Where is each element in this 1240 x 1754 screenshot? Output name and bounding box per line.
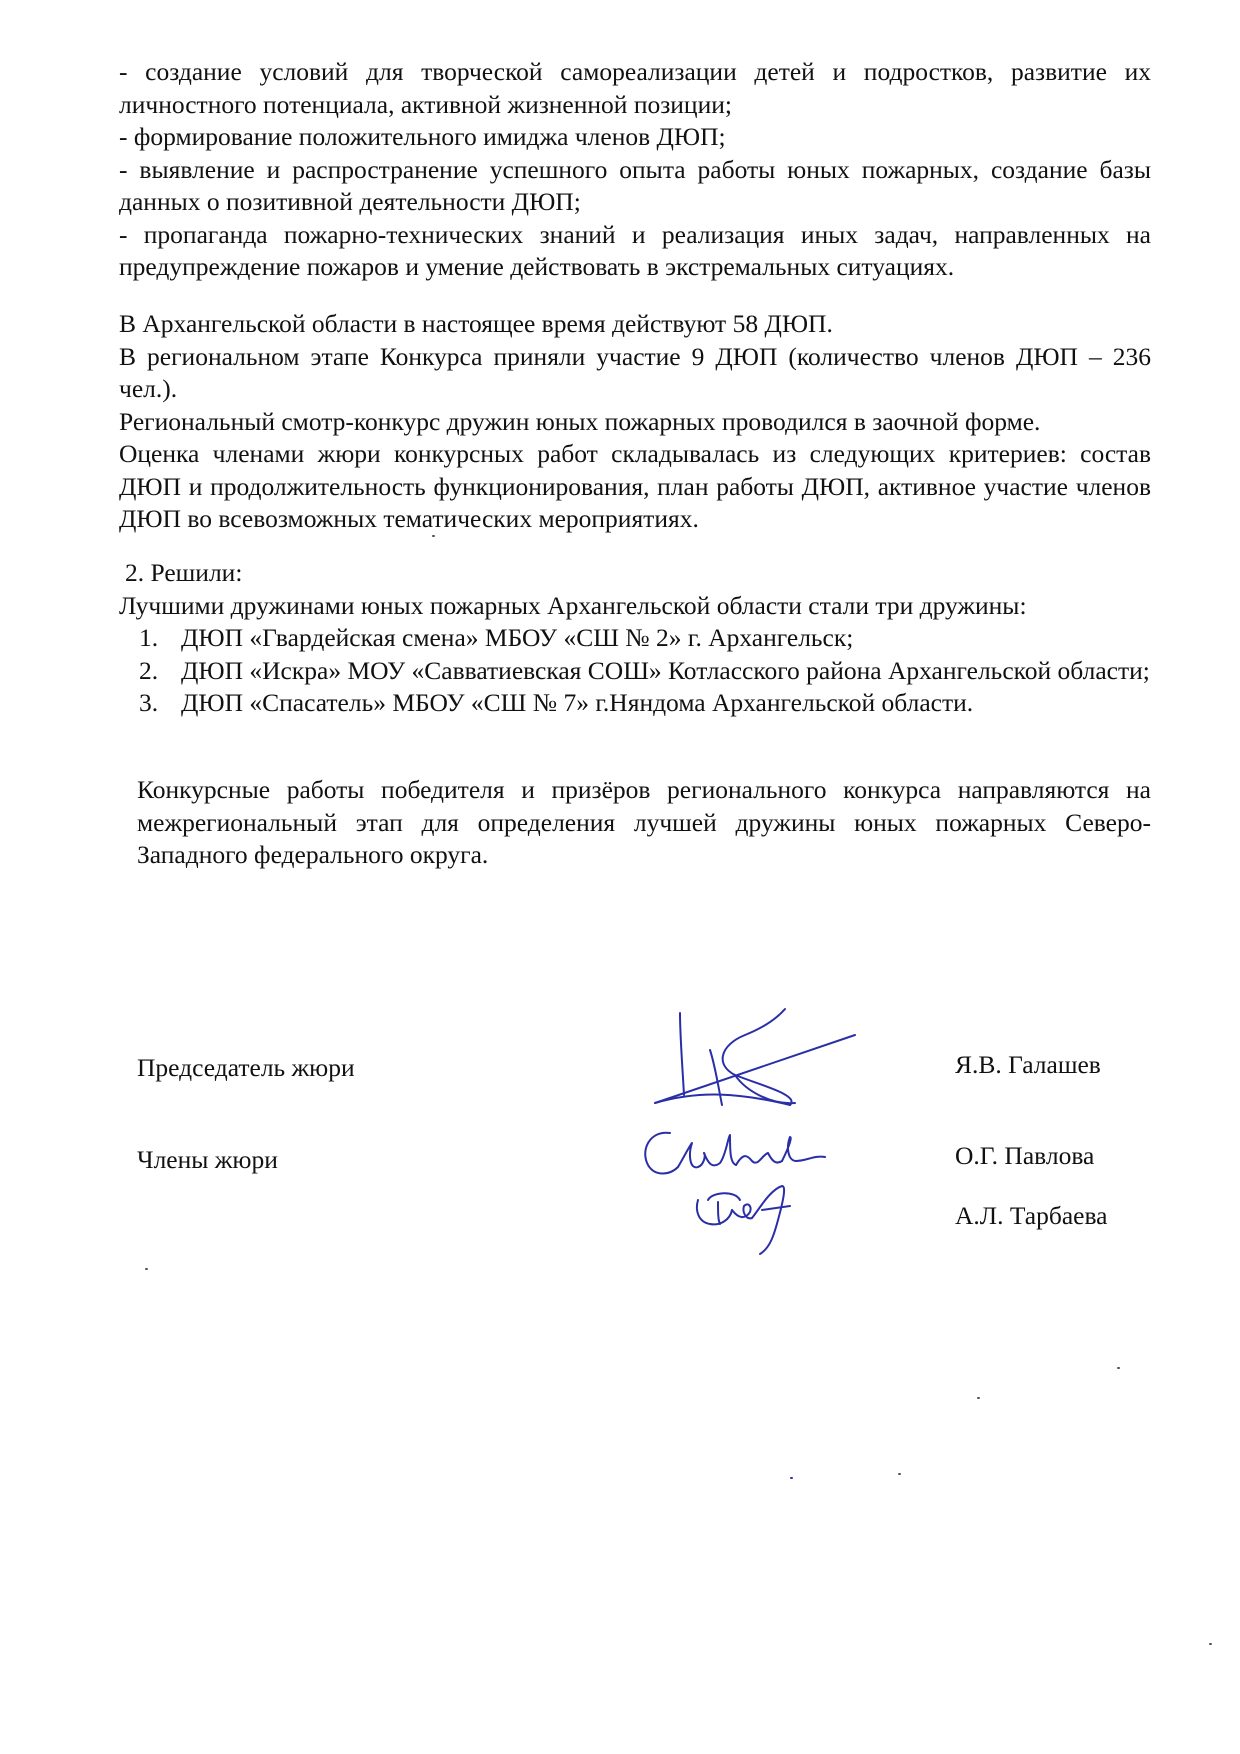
member-name: А.Л. Тарбаева bbox=[955, 1201, 1108, 1230]
objective-item: - формирование положительного имиджа членов ДЮП; bbox=[119, 122, 726, 151]
scan-speck bbox=[145, 1268, 148, 1270]
member1-signature bbox=[640, 1125, 840, 1185]
member-name: О.Г. Павлова bbox=[955, 1141, 1095, 1170]
decision-intro: Лучшими дружинами юных пожарных Архангельской области стали три дружины: bbox=[119, 590, 1027, 620]
objective-item: - выявление и распространение успешного опыта работы юных пожарных, создание базы данных о позитивной деятельности ДЮП; bbox=[119, 154, 1151, 216]
winner-text: ДЮП «Искра» МОУ «Савватиевская СОШ» Котласского района Архангельской области; bbox=[181, 655, 1150, 685]
chairman-signature bbox=[640, 1005, 880, 1125]
winner-text: ДЮП «Спасатель» МБОУ «СШ № 7» г.Няндома Архангельской области. bbox=[181, 688, 974, 717]
scan-speck bbox=[977, 1397, 980, 1399]
final-note: Конкурсные работы победителя и призёров регионального конкурса направляются на межрегиональный этап для определения лучшей дружины юных пожарных Северо-Западного федерального округа. bbox=[137, 775, 1151, 869]
list-item bbox=[119, 687, 1151, 720]
info-paragraph: Региональный смотр-конкурс дружин юных пожарных проводился в заочной форме. bbox=[119, 406, 1041, 436]
scan-speck bbox=[898, 1473, 901, 1475]
chairman-name: Я.В. Галашев bbox=[955, 1050, 1101, 1079]
objective-item: - пропаганда пожарно-технических знаний и реализация иных задач, направленных на предупреждение пожаров и умение действовать в экстремальных ситуациях. bbox=[119, 219, 1151, 281]
info-paragraph: Оценка членами жюри конкурсных работ складывалась из следующих критериев: состав ДЮП и продолжительность функционирования, план работы ДЮП, активное участие членов ДЮП во всевозможных тематических мероприятиях. bbox=[119, 439, 1151, 533]
objective-item: - создание условий для творческой самореализации детей и подростков, развитие их личностного потенциала, активной жизненной позиции; bbox=[119, 57, 1151, 119]
decision-section bbox=[119, 557, 1151, 720]
info-paragraph: В региональном этапе Конкурса приняли участие 9 ДЮП (количество членов ДЮП – 236 чел.). bbox=[119, 341, 1151, 403]
scan-speck bbox=[790, 1477, 793, 1479]
scan-speck bbox=[1209, 1643, 1212, 1645]
member2-signature bbox=[690, 1180, 820, 1260]
chairman-label: Председатель жюри bbox=[137, 1053, 355, 1082]
scan-speck bbox=[1117, 1367, 1120, 1369]
list-item bbox=[119, 622, 1151, 655]
winners-list bbox=[119, 622, 1151, 720]
list-number: 1. bbox=[139, 623, 159, 652]
members-label: Члены жюри bbox=[137, 1145, 278, 1174]
objectives-list bbox=[119, 56, 1151, 284]
winner-text: ДЮП «Гвардейская смена» МБОУ «СШ № 2» г. Архангельск; bbox=[181, 623, 854, 652]
list-number: 2. bbox=[139, 655, 159, 685]
info-paragraph: В Архангельской области в настоящее время действуют 58 ДЮП. bbox=[119, 309, 833, 338]
list-number: 3. bbox=[139, 688, 159, 717]
contest-info bbox=[119, 308, 1151, 536]
decision-heading: 2. Решили: bbox=[125, 558, 243, 587]
scan-speck bbox=[432, 535, 435, 537]
list-item bbox=[119, 655, 1151, 688]
